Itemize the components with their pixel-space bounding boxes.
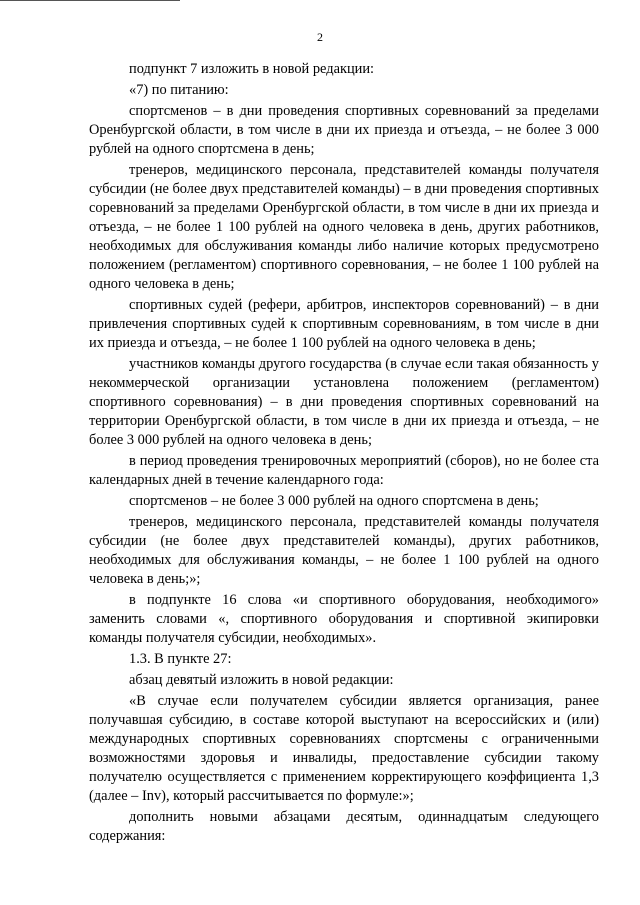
paragraph: спортсменов – в дни проведения спортивных соревнований за пределами Оренбургской области, в том числе в дни их приезда и отъезда, – не более 3 000 рублей на одного спортсмена в день; [89, 103, 599, 157]
paragraph: тренеров, медицинского персонала, представителей команды получателя субсидии (не более двух представителей команды) – в дни проведения спортивных соревнований за пределами Оренбургской области, в том числе в дни их приезда и отъезда, – не более 1 100 рублей на одного человека в день, других работников, необходимых для обслуживания команды либо наличие которых предусмотрено положением (регламентом) спортивного соревнования, – не более 1 100 рублей на одного человека в день; [89, 162, 599, 292]
paragraph: в период проведения тренировочных мероприятий (сборов), но не более ста календарных дней в течение календарного года: [89, 453, 599, 488]
paragraph: абзац девятый изложить в новой редакции: [129, 672, 394, 688]
paragraph: спортивных судей (рефери, арбитров, инспекторов соревнований) – в дни привлечения спортивных судей к спортивным соревнованиям, в том числе в дни их приезда и отъезда, – не более 1 100 рублей на одного человека в день; [89, 297, 599, 351]
paragraph: подпункт 7 изложить в новой редакции: [129, 61, 375, 77]
page-number: 2 [317, 30, 323, 44]
paragraph: «В случае если получателем субсидии является организация, ранее получавшая субсидию, в составе которой выступают на всероссийских и (или) международных спортивных соревнованиях спортсмены с ограниченными возможностями здоровья и инвалиды, предоставление субсидии такому получателю осуществляется с применением корректирующего коэффициента 1,3 (далее – Inv), который рассчитывается по формуле:»; [89, 693, 599, 804]
paragraph: 1.3. В пункте 27: [129, 651, 232, 667]
document-body [89, 60, 599, 846]
paragraph: участников команды другого государства (в случае если такая обязанность у некоммерческой организации установлена положением (регламентом) спортивного соревнования) – в дни проведения спортивных соревнований на территории Оренбургской области, в том числе в дни их приезда и отъезда, – не более 3 000 рублей на одного человека в день; [89, 356, 599, 448]
paragraph: тренеров, медицинского персонала, представителей команды получателя субсидии (не более двух представителей команды), других работников, необходимых для обслуживания команды, – не более 1 100 рублей на одного человека в день;»; [89, 514, 599, 587]
paragraph: дополнить новыми абзацами десятым, одиннадцатым следующего содержания: [89, 809, 599, 844]
paragraph: «7) по питанию: [129, 82, 229, 98]
paragraph: в подпункте 16 слова «и спортивного оборудования, необходимого» заменить словами «, спортивного оборудования и спортивной экипировки команды получателя субсидии, необходимых». [89, 592, 599, 646]
paragraph: спортсменов – не более 3 000 рублей на одного спортсмена в день; [129, 493, 539, 509]
header-rule [0, 0, 180, 1]
